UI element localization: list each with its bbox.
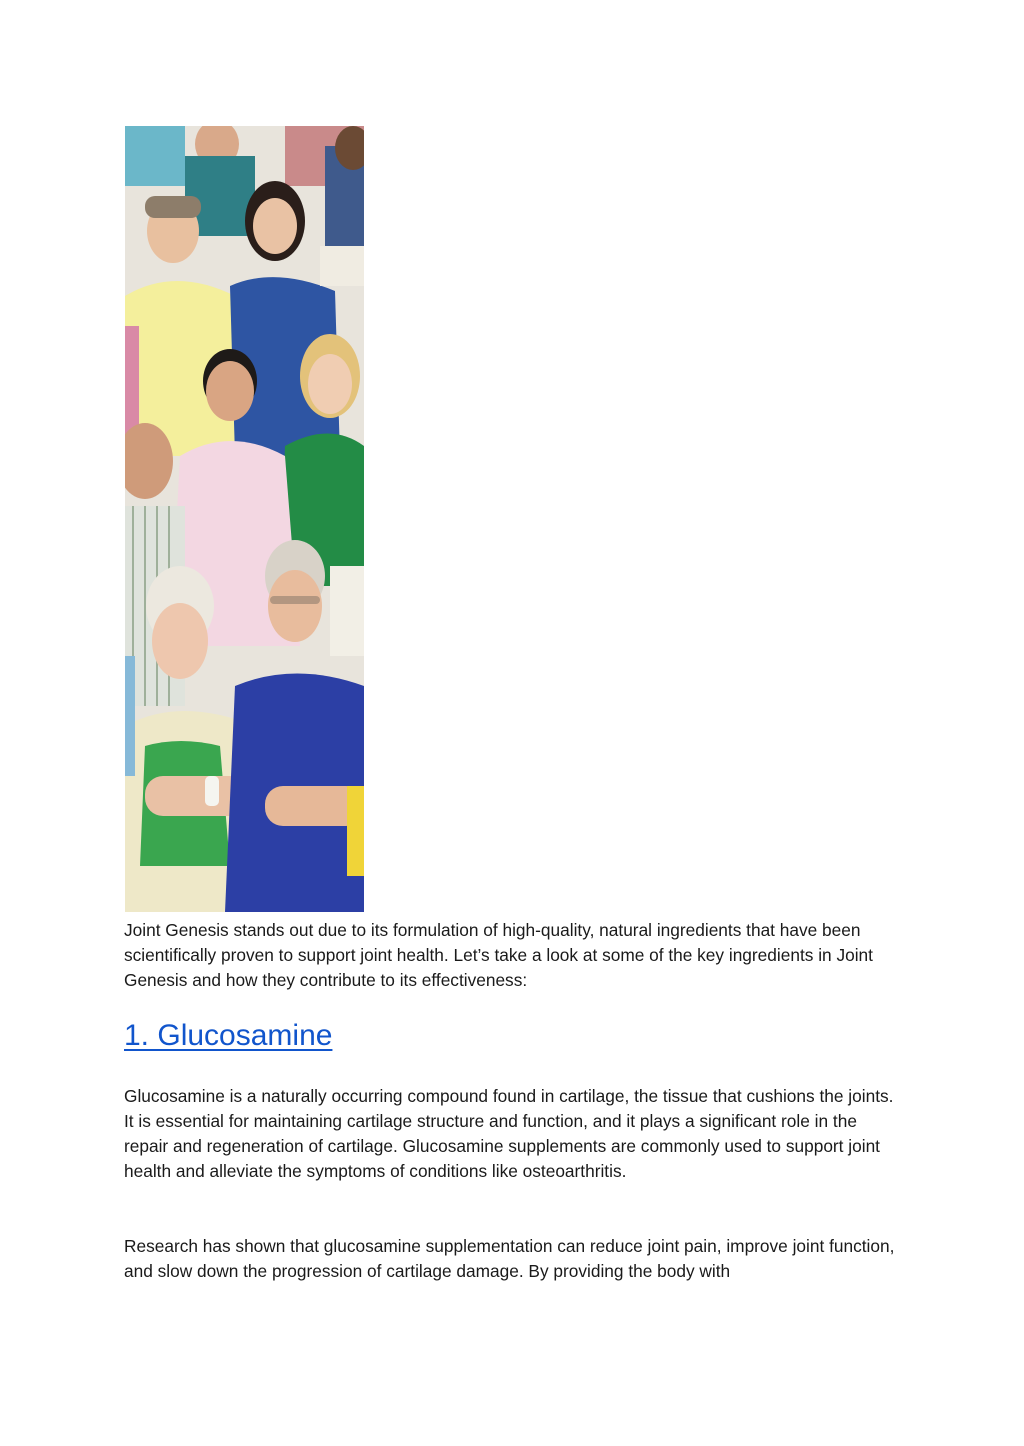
intro-paragraph: Joint Genesis stands out due to its formulation of high-quality, natural ingredients that have been scientifically proven to support joint health. Let’s take a look at some of the key ingredients in Joint Genesis and how they contribute to its effectiveness: [124, 920, 873, 990]
people-group-photo [125, 126, 364, 912]
section-heading-glucosamine [124, 1016, 332, 1056]
glucosamine-heading-link[interactable]: 1. Glucosamine [124, 1019, 333, 1052]
glucosamine-research-paragraph: Research has shown that glucosamine supplementation can reduce joint pain, improve joint function, and slow down the progression of cartilage damage. By providing the body with [124, 1236, 895, 1281]
glucosamine-description-paragraph: Glucosamine is a naturally occurring compound found in cartilage, the tissue that cushions the joints. It is essential for maintaining cartilage structure and function, and it plays a significant role in the repair and regeneration of cartilage. Glucosamine supplements are commonly used to support joint health and alleviate the symptoms of conditions like osteoarthritis. [124, 1086, 894, 1181]
